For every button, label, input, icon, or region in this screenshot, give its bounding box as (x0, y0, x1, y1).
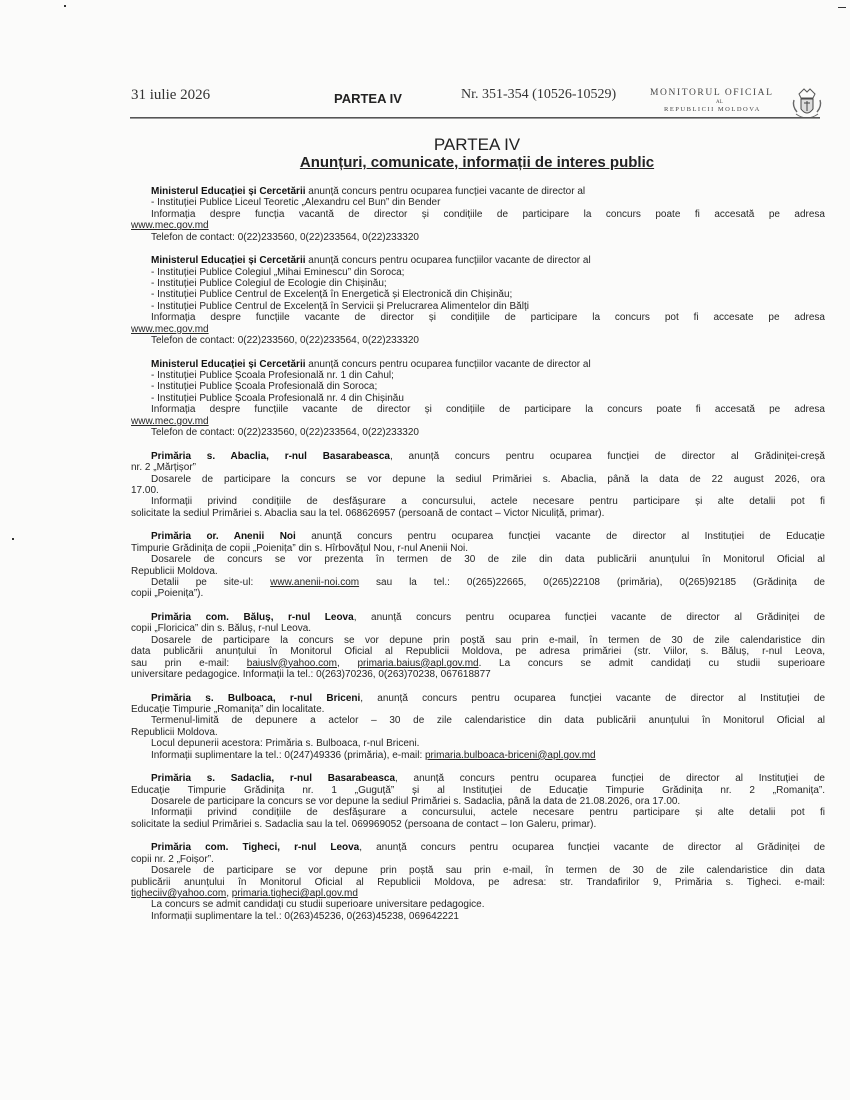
line-text: Educație Timpurie „Romanița” din localitate. (131, 703, 325, 715)
page-header (130, 86, 824, 122)
text-line (131, 807, 825, 818)
line-text: anunță concurs pentru ocuparea funcțiilor vacante de director al (305, 255, 591, 267)
announcements (131, 186, 825, 934)
line-text: Informația despre funcțiile vacante de director și condițiile de participare la concurs poate fi accesată pe adresa (151, 404, 825, 416)
text-line (131, 393, 825, 404)
line-text: - Instituției Publice Colegiul „Mihai Eminescu” din Soroca; (151, 266, 405, 278)
line-text: - Instituției Publice Școala Profesională nr. 4 din Chișinău (151, 392, 404, 404)
text-line (131, 209, 825, 220)
issue-date: 31 iulie 2026 (131, 87, 211, 103)
line-text: - Instituției Publice Școala Profesională din Soroca; (151, 381, 378, 393)
line-text: Informația despre funcțiile vacante de director și condițiile de participare la concurs pot fi accesate pe adresa (151, 312, 825, 324)
line-text: - Instituției Publice Colegiul de Ecologie din Chișinău; (151, 278, 387, 290)
line-text: Republicii Moldova. (131, 726, 218, 738)
line-text: sau la tel.: 0(265)22665, 0(265)22108 (primăria), 0(265)92185 (Grădinița de (359, 576, 825, 588)
text-line (131, 623, 825, 634)
text-line (131, 669, 825, 680)
line-text: Telefon de contact: 0(22)233560, 0(22)233564, 0(22)233320 (151, 231, 419, 243)
text-line (131, 312, 825, 323)
text-line (131, 715, 825, 726)
line-text: 17.00. (131, 484, 159, 496)
line-text: - Instituției Publice Centrul de Excelență în Servicii și Prelucrarea Alimentelor din Bălți (151, 300, 529, 312)
line-text: - Instituției Publice Școala Profesională nr. 1 din Cahul; (151, 370, 394, 382)
text-line (131, 370, 825, 381)
link[interactable]: primaria.baius@apl.gov.md (357, 657, 479, 669)
link[interactable]: primaria.bulboaca-briceni@apl.gov.md (425, 749, 596, 761)
link[interactable]: www.mec.gov.md (131, 220, 209, 232)
announcement (131, 773, 825, 830)
line-text: copii „Poienița”). (131, 588, 204, 600)
logo-al: AL (716, 100, 723, 105)
line-text: Informații suplimentare la tel.: 0(247)49336 (primăria), e-mail: (151, 749, 425, 761)
link[interactable]: primaria.tigheci@apl.gov.md (231, 888, 358, 900)
announcement (131, 359, 825, 439)
text-line (131, 588, 825, 599)
line-text: La concurs se admit candidați cu studii superioare universitare pedagogice. (151, 899, 485, 911)
text-line (131, 278, 825, 289)
line-text: copii „Floricica” din s. Băluș, r-nul Leova. (131, 623, 312, 635)
line-text: , anunță concurs pentru ocuparea funcției vacante de director al Instituției de (360, 692, 826, 704)
text-line (131, 727, 825, 738)
text-line (131, 451, 825, 462)
line-text: nr. 2 „Mărțișor” (131, 462, 197, 474)
announcement (131, 451, 825, 519)
text-line (131, 404, 825, 415)
text-line (131, 508, 825, 519)
link[interactable]: www.mec.gov.md (131, 323, 209, 335)
line-text: , anunță concurs pentru ocuparea funcției de director al Grădiniței-creșă (389, 450, 825, 462)
line-text: Dosarele de concurs se vor prezenta în termen de 30 de zile din data publicării anunțului în Monitorul Oficial al (151, 554, 825, 566)
section-title: PARTEA IV (433, 135, 521, 154)
announcer-name: Primăria com. Băluș, r-nul Leova (151, 611, 354, 623)
text-line (131, 485, 825, 496)
announcer-name: Primăria s. Bulboaca, r-nul Briceni (151, 692, 361, 704)
line-text: publicării anunțului în Monitorul Oficial al Republicii Moldova, pe adresa: str. Trandafirilor 9, Primăria s. Tigheci. e-mail: (131, 876, 825, 888)
line-text: Educație Timpurie Grădinița nr. 1 „Guguță” și al Instituției de Educație Timpurie Grădinița nr. 2 „Romanița”. (131, 784, 825, 796)
text-line (131, 301, 825, 312)
logo-subtitle: REPUBLICII MOLDOVA (664, 106, 761, 113)
text-line (131, 359, 825, 370)
issue-number: Nr. 351-354 (10526-10529) (461, 87, 617, 102)
text-line (131, 186, 825, 197)
text-line (131, 704, 825, 715)
line-text: anunță concurs pentru ocuparea funcției vacante de director al (305, 186, 586, 197)
announcer-name: Primăria or. Anenii Noi (151, 531, 296, 543)
line-text: , (337, 657, 358, 669)
line-text: anunță concurs pentru ocuparea funcțiilor vacante de director al (305, 358, 591, 370)
text-line (131, 738, 825, 749)
line-text: - Instituției Publice Centrul de Excelență în Energetică și Electronică din Chișinău; (151, 289, 513, 301)
line-text: Termenul-limită de depunere a actelor – 30 de zile calendaristice din data publicării anunțului în Monitorul Oficial al (151, 715, 825, 727)
text-line (131, 842, 825, 853)
link[interactable]: baiuslv@yahoo.com (246, 657, 337, 669)
announcement (131, 842, 825, 922)
text-line (131, 232, 825, 243)
scan-speck (838, 7, 846, 8)
text-line (131, 865, 825, 876)
text-line (131, 911, 825, 922)
link[interactable]: www.anenii-noi.com (270, 576, 360, 588)
announcement (131, 255, 825, 346)
text-line (131, 750, 825, 761)
text-line (131, 635, 825, 646)
line-text: copii nr. 2 „Foișor”. (131, 853, 214, 865)
announcer-name: Ministerul Educației și Cercetării (151, 358, 306, 370)
line-text: Informații suplimentare la tel.: 0(263)45236, 0(263)45238, 069642221 (151, 910, 459, 922)
text-line (131, 888, 825, 899)
text-line (131, 566, 825, 577)
line-text: , anunță concurs pentru ocuparea funcției vacante de director al Grădiniței de (353, 611, 826, 623)
text-line (131, 796, 825, 807)
line-text: Dosarele de participare se vor depune prin poștă sau prin e-mail, în termen de 30 de zile calendaristice din data (151, 865, 825, 877)
text-line (131, 197, 825, 208)
text-line (131, 416, 825, 427)
announcement (131, 612, 825, 680)
text-line (131, 462, 825, 473)
link[interactable]: www.mec.gov.md (131, 415, 209, 427)
announcement (131, 693, 825, 761)
line-text: . La concurs se admit candidați cu studii superioare (478, 657, 826, 669)
announcement (131, 186, 825, 243)
line-text: Informația despre funcția vacantă de director și condițiile de participare la concurs poate fi accesată pe adresa (151, 208, 825, 220)
text-line (131, 267, 825, 278)
text-line (131, 612, 825, 623)
line-text: Dosarele de participare la concurs se vor depune prin poștă sau prin e-mail, în termen de 30 de zile calendaristice din (151, 634, 825, 646)
text-line (131, 335, 825, 346)
section-subtitle: Anunțuri, comunicate, informații de interes public (299, 154, 655, 171)
line-text: , (226, 888, 232, 900)
text-line (131, 474, 825, 485)
text-line (131, 577, 825, 588)
line-text: Dosarele de participare la concurs se vor depune la sediul Primăriei s. Sadaclia, până la data de 21.08.2026, ora 17.00. (151, 796, 681, 807)
line-text: , anunță concurs pentru ocuparea funcției vacante de director al Grădiniței de (359, 842, 826, 854)
line-text: universitare pedagogice. Informații la tel.: 0(263)70236, 0(263)70238, 067618877 (131, 668, 491, 680)
text-line (131, 854, 825, 865)
header-rule (130, 117, 820, 119)
announcer-name: Primăria s. Abaclia, r-nul Basarabeasca (151, 450, 390, 462)
announcer-name: Ministerul Educației și Cercetării (151, 186, 306, 197)
announcer-name: Ministerul Educației și Cercetării (151, 255, 306, 267)
header-part-label: PARTEA IV (334, 91, 402, 106)
text-line (131, 324, 825, 335)
line-text: Locul depunerii acestora: Primăria s. Bulboaca, r-nul Briceni. (151, 738, 420, 750)
text-line (131, 785, 825, 796)
text-line (131, 877, 825, 888)
text-line (131, 543, 825, 554)
text-line (131, 531, 825, 542)
text-line (131, 289, 825, 300)
text-line (131, 496, 825, 507)
text-line (131, 381, 825, 392)
text-line (131, 220, 825, 231)
text-line (131, 899, 825, 910)
text-line (131, 554, 825, 565)
announcer-name: Primăria com. Tigheci, r-nul Leova (151, 842, 360, 854)
text-line (131, 255, 825, 266)
line-text: - Instituției Publice Liceul Teoretic „Alexandru cel Bun” din Bender (151, 197, 441, 209)
text-line (131, 646, 825, 657)
line-text: Telefon de contact: 0(22)233560, 0(22)233564, 0(22)233320 (151, 427, 419, 439)
line-text: Informații privind condițiile de desfășurare a concursului, actele necesare pentru participare și alte detalii pot fi (151, 496, 825, 508)
line-text: Republicii Moldova. (131, 565, 218, 577)
line-text: Detalii pe site-ul: (151, 576, 271, 588)
logo-title: MONITORUL OFICIAL (650, 88, 774, 98)
text-line (131, 773, 825, 784)
scan-speck (64, 5, 66, 7)
scan-speck (12, 538, 14, 540)
line-text: , anunță concurs pentru ocuparea funcției de director al Instituției de (395, 773, 825, 785)
line-text: Informații privind condițiile de desfășurare a concursului, actele necesare pentru participare și alte detalii pot fi (151, 807, 825, 819)
text-line (131, 658, 825, 669)
line-text: data publicării anunțului în Monitorul Oficial al Republicii Moldova, pe adresa primăriei (str. Viilor, s. Băluș, r-nul Leova, (131, 646, 825, 658)
text-line (131, 693, 825, 704)
text-line (131, 819, 825, 830)
line-text: solicitate la sediul Primăriei s. Abaclia sau la tel. 068626957 (persoană de contact – Victor Niculiță, primar). (131, 507, 605, 519)
line-text: anunță concurs pentru ocuparea funcției vacante de director al Instituției de Educație (295, 531, 825, 543)
journal-logo (650, 86, 786, 116)
line-text: sau prin e-mail: (131, 657, 247, 669)
line-text: Telefon de contact: 0(22)233560, 0(22)233564, 0(22)233320 (151, 335, 419, 347)
link[interactable]: tigheciiv@yahoo.com (131, 888, 227, 900)
line-text: Timpurie Grădinița de copii „Poienița” din s. Hîrbovățul Nou, r-nul Anenii Noi. (131, 542, 469, 554)
line-text: solicitate la sediul Primăriei s. Sadaclia sau la tel. 069969052 (persoana de contact – Ion Galeru, primar). (131, 818, 597, 830)
announcement (131, 531, 825, 599)
text-line (131, 427, 825, 438)
announcer-name: Primăria s. Sadaclia, r-nul Basarabeasca (151, 773, 396, 785)
line-text: Dosarele de participare la concurs se vor depune la sediul Primăriei s. Abaclia, până la data de 22 august 2026, ora (151, 473, 825, 485)
